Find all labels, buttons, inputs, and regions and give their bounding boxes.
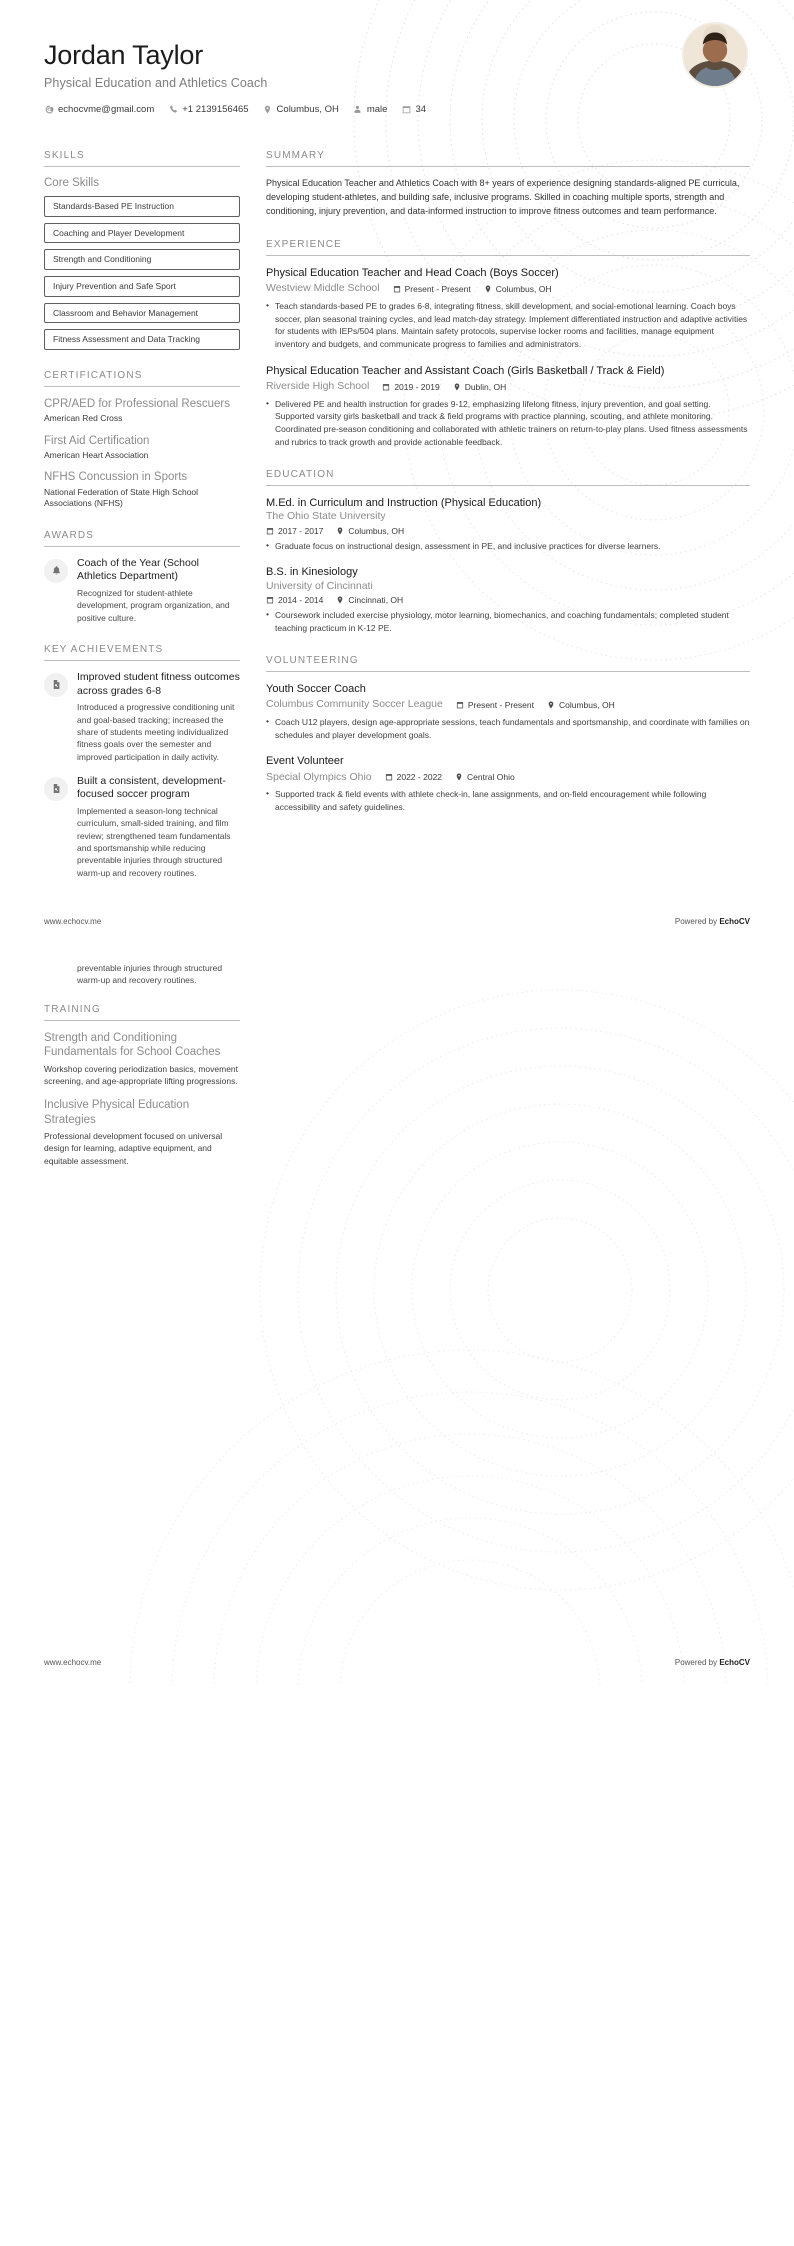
achievement-item-continued: [44, 962, 240, 988]
sidebar-column: [44, 150, 240, 891]
training-item: [44, 1031, 240, 1087]
bullet: • Supported track & field events with athlete check-in, lane assignments, and on-field encouragement while following accessibility and safety guidelines.: [266, 788, 750, 814]
footer-brand-name: EchoCV: [719, 1658, 750, 1668]
bullet: • Coach U12 players, design age-appropriate sessions, teach fundamentals and sportsmanship, and coordinate with families on schedules and player development goals.: [266, 716, 750, 742]
experience-dates-text: Present - Present: [404, 283, 471, 294]
location-icon: [453, 383, 461, 391]
job-subtitle: Physical Education and Athletics Coach: [44, 76, 268, 91]
experience-location-text: Dublin, OH: [464, 381, 507, 392]
education-entry: [266, 496, 750, 553]
education-degree: M.Ed. in Curriculum and Instruction (Physical Education): [266, 496, 542, 509]
calendar-icon: [401, 105, 411, 115]
achievement-description-tail: preventable injuries through structured warm-up and recovery routines.: [77, 962, 223, 986]
award-item: [44, 557, 240, 624]
volunteering-meta: [266, 698, 750, 712]
education-meta: [266, 526, 750, 536]
experience-title: Physical Education Teacher and Head Coach (Boys Soccer): [266, 266, 559, 279]
education-location: [336, 526, 404, 536]
education-school: University of Cincinnati: [266, 579, 373, 592]
training-description: Professional development focused on universal design for learning, adaptive equipment, and equitable assessment.: [44, 1131, 223, 1166]
skill-chip: Strength and Conditioning: [44, 249, 240, 270]
bullet: • Graduate focus on instructional design, assessment in PE, and inclusive practices for diverse learners.: [266, 540, 750, 553]
education-degree: B.S. in Kinesiology: [266, 566, 358, 579]
contact-age-text: 34: [415, 104, 427, 116]
calendar-icon: [385, 773, 393, 781]
certification-name: CPR/AED for Professional Rescuers: [44, 397, 230, 410]
certification-item: [44, 470, 240, 509]
contact-age: [401, 104, 426, 115]
bell-icon: [44, 559, 68, 583]
location-icon: [484, 285, 492, 293]
experience-entry: [266, 364, 750, 449]
contact-location-text: Columbus, OH: [276, 104, 339, 116]
contact-email-text: echocvme@gmail.com: [58, 104, 155, 116]
experience-meta: [266, 380, 750, 394]
experience-organization: Riverside High School: [266, 380, 370, 393]
section-experience: [266, 239, 750, 449]
certification-issuer: American Red Cross: [44, 413, 123, 424]
section-certifications: [44, 370, 240, 510]
page-2-whitespace: [0, 1178, 794, 1658]
contact-email[interactable]: [44, 104, 154, 115]
volunteering-location-text: Central Ohio: [467, 772, 515, 783]
bullet: • Coursework included exercise physiology, motor learning, biomechanics, and coaching fundamentals; completed student teaching practicum in K-12 PE.: [266, 609, 750, 635]
education-school: The Ohio State University: [266, 509, 386, 522]
experience-bullets: [266, 398, 750, 449]
section-title-skills: SKILLS: [44, 150, 240, 167]
footer-site[interactable]: www.echocv.me: [44, 916, 102, 926]
experience-dates: [382, 382, 439, 392]
skill-chip: Coaching and Player Development: [44, 223, 240, 244]
volunteering-role: Event Volunteer: [266, 755, 344, 768]
experience-entry: [266, 266, 750, 351]
page-footer-2: [0, 1658, 794, 1685]
calendar-icon: [456, 701, 464, 709]
section-training: [44, 1004, 240, 1167]
person-icon: [353, 105, 363, 115]
training-description: Workshop covering periodization basics, movement screening, and age-appropriate lifting progressions.: [44, 1063, 239, 1087]
education-location-text: Columbus, OH: [348, 525, 405, 536]
skill-chip-list: [44, 196, 240, 350]
education-entry: [266, 565, 750, 634]
award-description: Recognized for student-athlete development, program organization, and positive culture.: [77, 588, 230, 623]
education-bullets: [266, 609, 750, 635]
volunteering-bullets: [266, 788, 750, 814]
footer-powered-text: Powered by: [674, 1658, 720, 1668]
experience-dates: [393, 284, 471, 294]
calendar-icon: [382, 383, 390, 391]
education-meta: [266, 595, 750, 605]
volunteering-dates-text: Present - Present: [467, 699, 534, 710]
contact-phone[interactable]: [168, 104, 248, 115]
volunteering-location: [547, 700, 615, 710]
experience-dates-text: 2019 - 2019: [394, 381, 440, 392]
contact-row: [44, 104, 750, 115]
email-icon: [44, 105, 54, 115]
contact-location: [263, 104, 339, 115]
education-dates-text: 2017 - 2017: [278, 525, 324, 536]
contact-gender-text: male: [366, 104, 388, 116]
summary-text: Physical Education Teacher and Athletics Coach with 8+ years of experience designing standards-aligned PE curricula, developing student-athletes, and building safe, inclusive programs. Skilled in coaching multiple sports, strength and conditioning, injury prevention, and data-informed instruction to improve fitness outcomes and team performance.: [266, 178, 740, 216]
section-title-summary: SUMMARY: [266, 150, 750, 167]
experience-location-text: Columbus, OH: [495, 283, 552, 294]
phone-icon: [168, 105, 178, 115]
resume-header: [0, 0, 794, 128]
certification-issuer: American Heart Association: [44, 449, 149, 460]
section-title-certifications: CERTIFICATIONS: [44, 370, 240, 387]
volunteering-location-text: Columbus, OH: [558, 699, 615, 710]
contact-gender: [353, 104, 388, 115]
experience-title: Physical Education Teacher and Assistant Coach (Girls Basketball / Track & Field): [266, 364, 665, 377]
certification-item: [44, 397, 240, 425]
footer-powered-text: Powered by: [674, 916, 720, 926]
achievement-title: Built a consistent, development-focused soccer program: [77, 774, 226, 801]
training-name: Inclusive Physical Education Strategies: [44, 1099, 190, 1126]
experience-organization: Westview Middle School: [266, 282, 380, 295]
skill-chip: Standards-Based PE Instruction: [44, 196, 240, 217]
education-dates-text: 2014 - 2014: [278, 595, 324, 606]
certification-name: NFHS Concussion in Sports: [44, 471, 188, 484]
training-name: Strength and Conditioning Fundamentals for School Coaches: [44, 1031, 221, 1059]
skill-chip: Injury Prevention and Safe Sport: [44, 276, 240, 297]
certification-item: [44, 434, 240, 462]
calendar-icon: [393, 285, 401, 293]
achievement-item: [44, 775, 240, 879]
achievement-description: Implemented a season-long technical curriculum, small-sided training, and film review; strengthened team fundamentals and sportsmanship while reducing preventable injuries through structured warm-up and recovery routines.: [77, 806, 231, 878]
education-dates: [266, 595, 323, 605]
volunteering-entry: [266, 682, 750, 741]
section-education: [266, 469, 750, 635]
resume-body-continued: [0, 962, 794, 1178]
section-key-achievements: [44, 644, 240, 879]
document-icon: [44, 673, 68, 697]
certification-issuer: National Federation of State High School Associations (NFHS): [44, 486, 199, 509]
volunteering-meta: [266, 771, 750, 785]
footer-brand: [675, 917, 750, 926]
education-bullets: [266, 540, 750, 553]
section-summary: [266, 150, 750, 219]
location-icon: [336, 527, 344, 535]
education-dates: [266, 526, 323, 536]
volunteering-dates: [456, 700, 534, 710]
resume-body: [0, 128, 794, 891]
volunteering-location: [455, 772, 515, 782]
education-location: [336, 595, 403, 605]
section-volunteering: [266, 655, 750, 814]
volunteering-organization: Special Olympics Ohio: [266, 770, 372, 783]
contact-phone-text: +1 2139156465: [182, 104, 249, 116]
document-icon: [44, 777, 68, 801]
section-title-experience: EXPERIENCE: [266, 239, 750, 256]
achievement-description: Introduced a progressive conditioning unit and goal-based tracking; increased the share of students meeting individualized fitness goals over the semester and improved participation in daily activity.: [77, 702, 235, 762]
page-break-gap: [0, 926, 794, 962]
bullet: • Delivered PE and health instruction for grades 9-12, emphasizing lifelong fitness, injury prevention, and goal setting. Supported varsity girls basketball and track & field programs with practice planning, scouting, and athlete monitoring. Coordinated pre-season conditioning and collaborated with athletic trainers on return-to-play plans. Used fitness assessments and rubrics to track growth and provide actionable feedback.: [266, 398, 750, 449]
sidebar-column-continued: [44, 962, 240, 1178]
section-title-key-achievements: KEY ACHIEVEMENTS: [44, 644, 240, 661]
calendar-icon: [266, 596, 274, 604]
volunteering-organization: Columbus Community Soccer League: [266, 698, 443, 711]
bullet: • Teach standards-based PE to grades 6-8, integrating fitness, skill development, and social-emotional learning. Coach boys soccer, plan seasonal training cycles, and lead match-day strategy. Implement differentiated instruction and adaptive activities for students with IEPs/504 plans. Maintain safety protocols, supervise locker rooms and facilities, manage equipment inventory and budgets, and communicate progress to families and administrators.: [266, 300, 750, 351]
calendar-icon: [266, 527, 274, 535]
experience-location: [453, 382, 507, 392]
skill-group-title: Core Skills: [44, 177, 99, 189]
volunteering-role: Youth Soccer Coach: [266, 682, 366, 695]
volunteering-dates-text: 2022 - 2022: [396, 772, 442, 783]
skill-chip: Fitness Assessment and Data Tracking: [44, 329, 240, 350]
volunteering-dates: [385, 772, 442, 782]
skill-chip: Classroom and Behavior Management: [44, 303, 240, 324]
page-footer-1: [0, 917, 794, 926]
location-icon: [547, 701, 555, 709]
education-location-text: Cincinnati, OH: [348, 595, 404, 606]
avatar: [682, 22, 748, 88]
location-icon: [336, 596, 344, 604]
certification-name: First Aid Certification: [44, 434, 150, 447]
section-awards: [44, 530, 240, 624]
footer-brand: [675, 1658, 750, 1667]
volunteering-entry: [266, 754, 750, 813]
section-skills: [44, 150, 240, 350]
section-title-volunteering: VOLUNTEERING: [266, 655, 750, 672]
experience-meta: [266, 282, 750, 296]
page-title: Jordan Taylor: [44, 40, 203, 70]
section-title-training: TRAINING: [44, 1004, 240, 1021]
location-icon: [455, 773, 463, 781]
training-item: [44, 1098, 240, 1167]
volunteering-bullets: [266, 716, 750, 742]
section-title-education: EDUCATION: [266, 469, 750, 486]
section-title-awards: AWARDS: [44, 530, 240, 547]
achievement-title: Improved student fitness outcomes across grades 6-8: [77, 670, 240, 697]
achievement-item: [44, 671, 240, 763]
experience-location: [484, 284, 552, 294]
award-title: Coach of the Year (School Athletics Department): [77, 556, 200, 583]
main-column: [266, 150, 750, 827]
location-icon: [263, 105, 273, 115]
footer-brand-name: EchoCV: [719, 916, 750, 926]
footer-site[interactable]: www.echocv.me: [44, 1658, 102, 1668]
experience-bullets: [266, 300, 750, 351]
